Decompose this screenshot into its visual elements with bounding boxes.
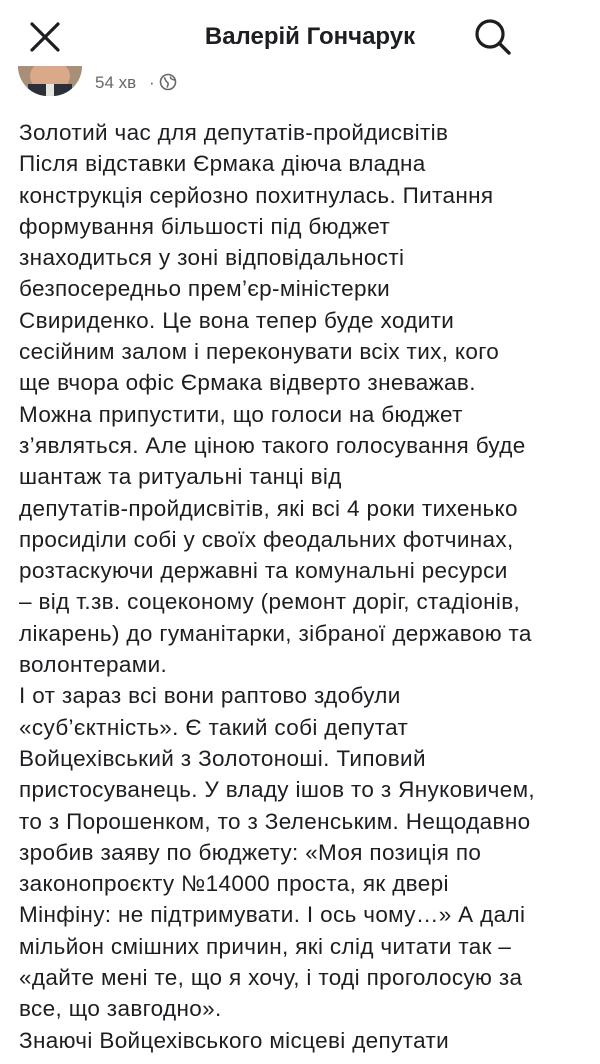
post-line: Після відставки Єрмака діюча владна [19, 151, 426, 177]
post-line: пристосуванець. У владу ішов то з Януковичем, [19, 777, 536, 803]
globe-icon[interactable] [159, 73, 177, 91]
post-line: ще вчора офіс Єрмака відверто зневажав. [19, 370, 476, 396]
post-line: все, що завгодно». [19, 996, 222, 1022]
post-line: «суб’єктність». Є такий собі депутат [19, 714, 409, 740]
post-time[interactable]: 54 хв [95, 73, 137, 92]
post-meta [0, 62, 600, 102]
post-line: мільйон смішних причин, які слід читати так – [19, 933, 512, 959]
post-line: волонтерами. [19, 652, 168, 678]
post-line: конструкція серйозно похитнулась. Питання [19, 182, 494, 208]
post-line: депутатів-пройдисвітів, які всі 4 роки тихенько [19, 495, 518, 521]
top-bar [0, 0, 600, 66]
post-line: – від т.зв. соцекономy (ремонт доріг, стадіонів, [19, 589, 521, 615]
post-line: сесійним залом і переконувати всіх тих, кого [19, 339, 500, 365]
post-line: розтаскуючи державні та комунальні ресурси [19, 558, 508, 584]
post-line: Свириденко. Це вона тепер буде ходити [19, 307, 455, 333]
search-button[interactable] [472, 16, 514, 58]
page-title: Валерій Гончарук [204, 23, 416, 50]
post-line: Можна припустити, що голоси на бюджет [19, 401, 463, 427]
post-line: з’являться. Але ціною такого голосування буде [19, 432, 526, 458]
post-line: просиділи собі у своїх феодальних фотчинах, [19, 526, 514, 552]
post-line: Знаючі Войцехівського місцеві депутати [19, 1027, 450, 1053]
post-line: І от зараз всі вони раптово здобули [19, 683, 401, 709]
post-line: законопроєкту №14000 проста, як двері [19, 871, 449, 897]
search-icon [472, 16, 514, 58]
post-line: безпосередньо прем’єр-міністерки [19, 276, 391, 302]
post-line: Мінфіну: не підтримувати. І ось чому…» А далі [19, 902, 526, 928]
post-line: лікарень) до гуманітарки, зібраної державою та [19, 620, 532, 646]
post-line: Войцехівський з Золотоноші. Типовий [19, 745, 426, 771]
meta-separator: · [149, 73, 155, 92]
post-line: формування більшості під бюджет [19, 213, 391, 239]
post-line: шантаж та ритуальні танці від [19, 464, 342, 490]
post-line: Золотий час для депутатів-пройдисвітів [19, 120, 449, 145]
close-icon [26, 18, 64, 56]
post-text [19, 117, 591, 1056]
close-button[interactable] [26, 18, 64, 56]
post-line: то з Порошенком, то з Зеленським. Нещодавно [19, 808, 531, 834]
post-line: зробив заяву по бюджету: «Моя позиція по [19, 839, 482, 865]
post-line: «дайте мені те, що я хочу, і тоді проголосую за [19, 965, 523, 991]
post-line: знаходиться у зоні відповідальності [19, 245, 405, 271]
